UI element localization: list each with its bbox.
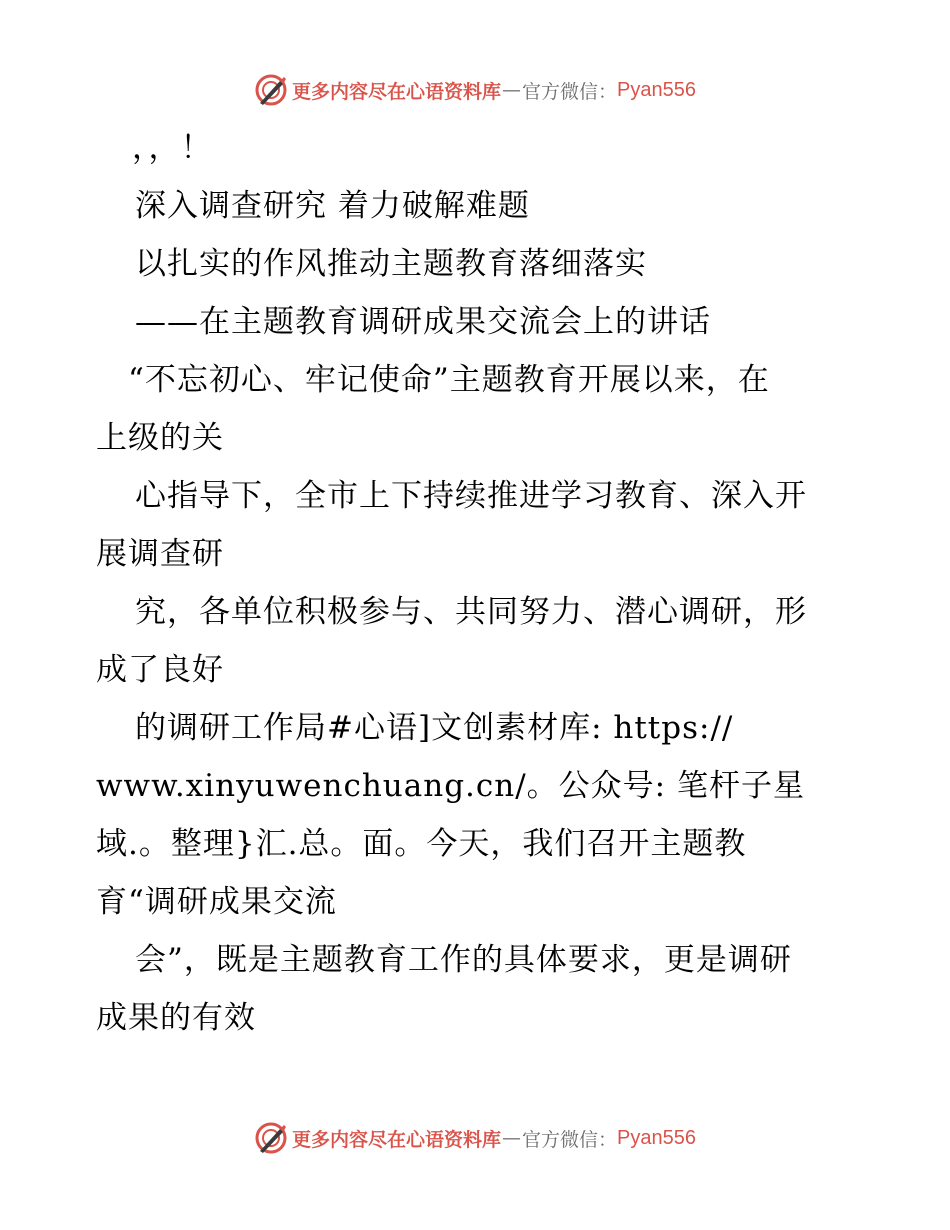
doc-paragraph-line: 究，各单位积极参与、共同努力、潜心调研，形 — [135, 594, 807, 630]
banner-wechat-id: Pyan556 — [617, 78, 696, 101]
doc-paragraph-line: 育“调研成果交流 — [96, 884, 337, 920]
doc-paragraph-line: 域.。整理}汇.总。面。今天，我们召开主题教 — [96, 826, 747, 862]
doc-paragraph-line: 成果的有效 — [96, 1000, 256, 1036]
doc-paragraph-line: 展调查研 — [96, 536, 224, 572]
doc-paragraph-line: 上级的关 — [96, 420, 224, 456]
doc-paragraph-line: www.xinyuwenchuang.cn/。公众号: 笔杆子星 — [96, 768, 805, 804]
banner-red-text: 更多内容尽在心语资料库 — [292, 1128, 502, 1151]
banner-gray-text: 官方微信： — [522, 80, 618, 103]
doc-paragraph-line: 心指导下，全市上下持续推进学习教育、深入开 — [135, 478, 807, 514]
banner-red-text: 更多内容尽在心语资料库 — [292, 80, 502, 103]
doc-paragraph-line: 成了良好 — [96, 652, 224, 688]
banner-gray-text: 官方微信： — [522, 1128, 618, 1151]
doc-line-punctuation: ，，！ — [132, 130, 213, 166]
pen-logo-icon — [254, 1121, 288, 1155]
footer-banner — [0, 1118, 950, 1158]
banner-dash: — — [502, 79, 522, 101]
doc-title: 深入调查研究 着力破解难题 — [135, 188, 530, 224]
banner-wechat-id: Pyan556 — [617, 1126, 696, 1149]
doc-paragraph-line: 的调研工作局#心语]文创素材库: https:// — [135, 710, 734, 746]
doc-subtitle: 以扎实的作风推动主题教育落细落实 — [135, 246, 647, 282]
doc-paragraph-line: “不忘初心、牢记使命”主题教育开展以来，在 — [128, 362, 770, 398]
banner-dash: — — [502, 1127, 522, 1149]
header-banner — [0, 70, 950, 110]
doc-paragraph-line: 会”，既是主题教育工作的具体要求，更是调研 — [135, 942, 792, 978]
doc-speech-caption: ——在主题教育调研成果交流会上的讲话 — [135, 304, 711, 340]
pen-logo-icon — [254, 73, 288, 107]
